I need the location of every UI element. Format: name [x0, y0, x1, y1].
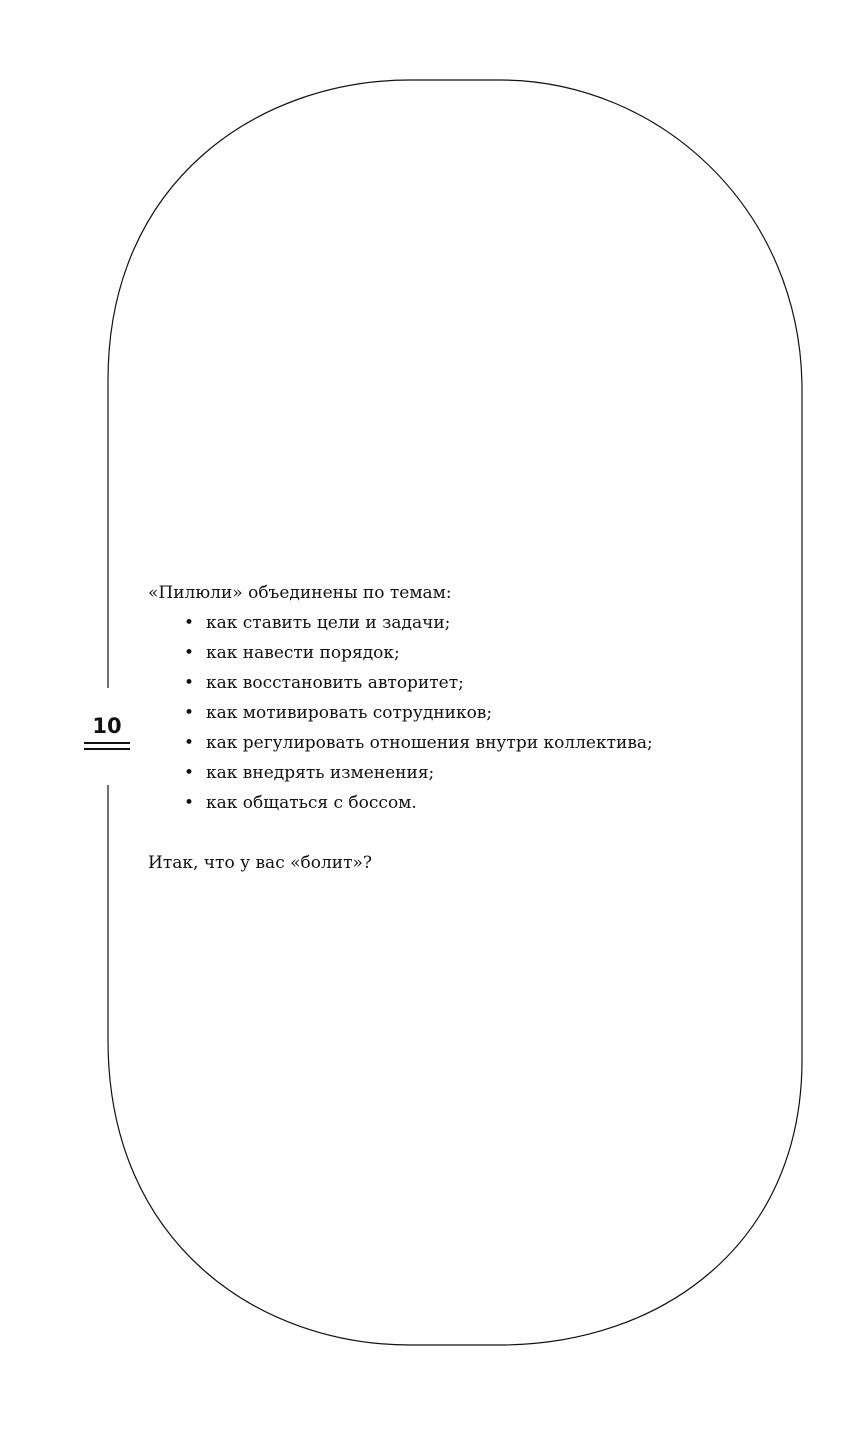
list-item-text: как внедрять изменения; [206, 763, 435, 783]
list-item-text: как регулировать отношения внутри коллектива; [206, 733, 653, 753]
topic-list [148, 608, 788, 818]
intro-text: «Пилюли» объединены по темам: [148, 583, 452, 603]
list-item [148, 668, 788, 698]
list-item [148, 638, 788, 668]
closing-question: Итак, что у вас «болит»? [148, 853, 373, 873]
bullet-icon: • [184, 793, 195, 813]
bullet-icon: • [184, 613, 195, 633]
bullet-icon: • [184, 643, 195, 663]
bullet-icon: • [184, 703, 195, 723]
list-item [148, 758, 788, 788]
list-item [148, 728, 788, 758]
list-item-text: как восстановить авторитет; [206, 673, 464, 693]
bullet-icon: • [184, 733, 195, 753]
bullet-icon: • [184, 673, 195, 693]
page-number-rule-bottom [84, 748, 130, 750]
list-item [148, 698, 788, 728]
page-number: 10 [84, 712, 130, 740]
list-item [148, 788, 788, 818]
list-item-text: как общаться с боссом. [206, 793, 417, 813]
page-content [148, 578, 788, 878]
bullet-icon: • [184, 763, 195, 783]
list-item-text: как навести порядок; [206, 643, 400, 663]
list-item [148, 608, 788, 638]
page-number-rule-top [84, 742, 130, 744]
list-item-text: как мотивировать сотрудников; [206, 703, 493, 723]
list-item-text: как ставить цели и задачи; [206, 613, 451, 633]
